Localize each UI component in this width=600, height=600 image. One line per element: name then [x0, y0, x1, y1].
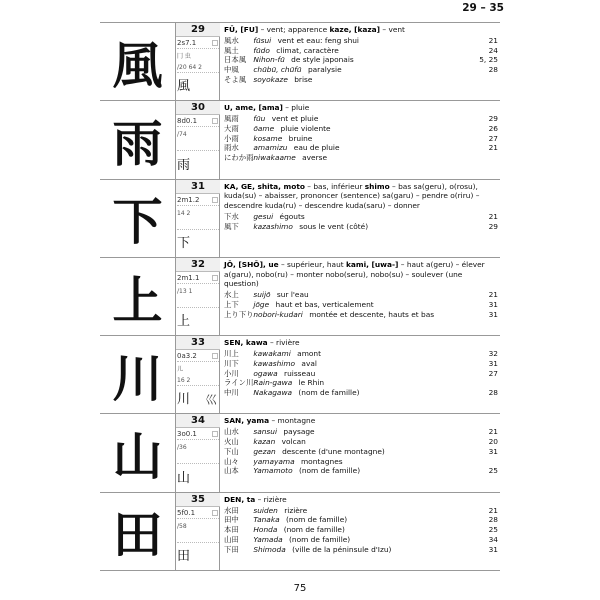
page-number: 75: [293, 583, 307, 594]
meaning-2: – bas sa(geru), o(rosu), kuda(su) – abaisser, prononcer (sentence): [224, 181, 478, 201]
vocab-romaji: kawakami: [253, 348, 291, 358]
vocab-romaji: kosame: [253, 133, 283, 143]
large-kanji: [100, 180, 176, 257]
small-kanji: [177, 234, 219, 254]
meaning-2: – vent: [380, 25, 405, 34]
vocab-line: [224, 525, 498, 535]
vocab-line: [224, 535, 498, 545]
meaning-2: – haut a(geru) – élever a(garu), nobo(ru) – monter nobo(seru), nobo(su) – soulever (une: [224, 259, 485, 279]
page-range: 29 – 35: [462, 2, 504, 14]
kun-reading: kami, [uwa-]: [346, 259, 399, 269]
vocab-line: [224, 300, 498, 310]
vocab-kanji: 田中: [224, 515, 239, 525]
reading: FŪ, [FU]: [224, 25, 259, 34]
vocab-ref: 29: [488, 221, 498, 231]
kanji-number: 35: [176, 493, 220, 507]
kanji-content: [224, 260, 498, 320]
kanji-info: [176, 414, 220, 491]
vocab-ref: 28: [488, 388, 498, 398]
vocab-line: [224, 75, 498, 85]
checkbox-icon: [212, 431, 218, 437]
vocab-kanji: 下山: [224, 446, 239, 456]
vocab-ref: 20: [488, 437, 498, 447]
kanji-number: 34: [176, 414, 220, 428]
vocab-ref: 31: [488, 309, 498, 319]
vocab-romaji: yamayama: [253, 456, 295, 466]
vocab-romaji: suiden: [253, 505, 278, 515]
vocab-ref: 31: [488, 358, 498, 368]
vocab-kanji: 下田: [224, 544, 239, 554]
vocab-romaji: ōame: [253, 123, 275, 133]
vocab-ref: 34: [488, 534, 498, 544]
vocab-ref: 24: [488, 45, 498, 55]
reading-line: [224, 182, 498, 211]
large-kanji-glyph: 山: [112, 427, 163, 487]
vocab-meaning: sous le vent (côté): [299, 221, 369, 231]
vocab-romaji: kazan: [253, 437, 276, 447]
large-kanji: [100, 258, 176, 335]
vocab-line: [224, 124, 498, 134]
meaning: – vent; apparence: [258, 25, 330, 34]
checkbox-icon: [212, 510, 218, 516]
small-kanji-glyph: 雨: [177, 157, 191, 173]
vocab-meaning: descente (d'une montagne): [282, 446, 385, 456]
vocab-kanji: 水田: [224, 505, 239, 515]
vocab-romaji: gezan: [253, 446, 276, 456]
kanji-entry: [100, 336, 500, 414]
radical-line: 16 2: [177, 377, 191, 385]
vocab-romaji: Nakagawa: [253, 388, 293, 398]
code-text: 2m1.1: [177, 273, 200, 282]
vocab-ref: 27: [488, 133, 498, 143]
vocab-kanji: 山々: [224, 456, 239, 466]
vocab-meaning: (nom de famille): [298, 466, 361, 476]
vocab-meaning: de style japonais: [291, 55, 354, 65]
large-kanji: [100, 101, 176, 178]
vocab-romaji: soyokaze: [253, 74, 288, 84]
vocab-kanji: 山水: [224, 427, 239, 437]
vocab-line: [224, 359, 498, 369]
vocab-kanji: 山本: [224, 466, 239, 476]
checkbox-icon: [212, 197, 218, 203]
kanji-entry: [100, 23, 500, 101]
vocab-meaning: vent et pluie: [271, 114, 319, 124]
large-kanji: [100, 493, 176, 570]
vocab-meaning: aval: [301, 358, 317, 368]
vocab-romaji: ogawa: [253, 368, 278, 378]
vocab-kanji: 大雨: [224, 123, 239, 133]
large-kanji-glyph: 下: [112, 192, 163, 252]
small-kanji-glyph: 下: [177, 235, 191, 251]
kun-reading: kaze, [kaza]: [329, 25, 381, 34]
checkbox-icon: [212, 40, 218, 46]
vocab-meaning: amont: [297, 348, 322, 358]
vocab-line: [224, 55, 498, 65]
code-text: 8d0.1: [177, 117, 198, 126]
meaning-cont: question): [224, 279, 259, 289]
vocab-line: [224, 466, 498, 476]
vocab-line: [224, 545, 498, 555]
radical-info: [177, 286, 219, 308]
vocab-meaning: (nom de famille): [289, 534, 351, 544]
kanji-content: [224, 182, 498, 232]
vocab-line: [224, 143, 498, 153]
large-kanji-glyph: 雨: [112, 113, 163, 173]
small-kanji-glyph: 上: [177, 314, 191, 330]
radical-line: 14 2: [177, 209, 191, 217]
meaning: – rizière: [255, 494, 287, 504]
kanji-number: 31: [176, 180, 220, 194]
vocab-meaning: averse: [302, 153, 328, 163]
reading-line: [224, 103, 498, 113]
vocab-ref: 29: [488, 114, 498, 124]
checkbox-icon: [212, 275, 218, 281]
vocab-romaji: kazashimo: [253, 221, 293, 231]
radical-line: /13 1: [177, 287, 193, 295]
kanji-code: [177, 352, 219, 362]
vocab-ref: 26: [488, 123, 498, 133]
kanji-entry: [100, 258, 500, 336]
vocab-romaji: Yamada: [253, 534, 283, 544]
kanji-code: [177, 430, 219, 440]
kanji-info: [176, 336, 220, 413]
vocab-romaji: gesui: [253, 211, 274, 221]
reading-line: [224, 495, 498, 505]
kanji-code: [177, 274, 219, 284]
vocab-romaji: niwakaame: [253, 153, 296, 163]
vocab-romaji: Yamamoto: [253, 466, 293, 476]
vocab-ref: 21: [488, 211, 498, 221]
kanji-info: [176, 101, 220, 178]
vocab-kanji: 下水: [224, 211, 239, 221]
vocab-romaji: nobori-kudari: [253, 309, 303, 319]
kanji-info: [176, 180, 220, 257]
vocab-meaning: (ville de la péninsule d'Izu): [292, 544, 392, 554]
vocab-romaji: jōge: [253, 300, 270, 310]
vocab-romaji: Honda: [253, 525, 278, 535]
kanji-entry: [100, 180, 500, 258]
small-kanji: [177, 312, 219, 332]
vocab-romaji: sansui: [253, 427, 278, 437]
vocab-kanji: 小川: [224, 368, 239, 378]
code-text: 5f0.1: [177, 508, 196, 517]
vocab-ref: 32: [488, 348, 498, 358]
vocab-meaning: (nom de famille): [286, 515, 348, 525]
vocab-kanji: 雨水: [224, 143, 239, 153]
small-kanji: [177, 77, 219, 97]
radical-info: [177, 364, 219, 386]
kanji-code: [177, 509, 219, 519]
checkbox-icon: [212, 118, 218, 124]
vocab-line: [224, 114, 498, 124]
vocab-kanji: 上下: [224, 300, 239, 310]
reading: DEN, ta: [224, 494, 256, 504]
kanji-code: [177, 39, 219, 49]
reading: SEN, kawa: [224, 338, 268, 348]
vocab-meaning: bruine: [288, 133, 313, 143]
kanji-content: [224, 25, 498, 85]
large-kanji: [100, 336, 176, 413]
vocab-line: [224, 506, 498, 516]
radical-line: /36: [177, 444, 187, 452]
vocab-romaji: kawashimo: [253, 358, 296, 368]
kanji-info: [176, 493, 220, 570]
vocab-ref: 31: [488, 544, 498, 554]
meaning: – montagne: [269, 416, 316, 426]
vocab-meaning: sur l'eau: [276, 290, 309, 300]
vocab-kanji: 風土: [224, 45, 239, 55]
small-kanji: [177, 156, 219, 176]
vocab-romaji: chūbū, chūfū: [253, 65, 302, 75]
meaning: – supérieur, haut: [278, 259, 346, 269]
code-text: 2s7.1: [177, 39, 197, 47]
kanji-info: [176, 258, 220, 335]
vocab-meaning: le Rhin: [298, 378, 325, 388]
vocab-kanji: 本田: [224, 525, 239, 535]
vocab-line: [224, 378, 498, 388]
reading: SAN, yama: [224, 416, 270, 426]
vocab-kanji: 山田: [224, 534, 239, 544]
vocab-line: [224, 36, 498, 46]
vocab-ref: 27: [488, 368, 498, 378]
vocab-meaning: volcan: [281, 437, 306, 447]
large-kanji: [100, 23, 176, 100]
vocab-kanji: ライン川: [224, 378, 254, 388]
checkbox-icon: [212, 353, 218, 359]
vocab-kanji: 川上: [224, 348, 239, 358]
radical-info: [177, 521, 219, 543]
large-kanji-glyph: 風: [112, 35, 163, 95]
vocab-meaning: paysage: [283, 427, 315, 437]
vocab-line: [224, 46, 498, 56]
vocab-kanji: 日本風: [224, 55, 247, 65]
large-kanji-glyph: 田: [112, 505, 163, 565]
vocab-romaji: fūu: [253, 114, 266, 124]
vocab-ref: 28: [488, 515, 498, 525]
vocab-romaji: fūdo: [253, 45, 270, 55]
vocab-line: [224, 290, 498, 300]
vocab-romaji: amamizu: [253, 143, 288, 153]
reading-line: [224, 260, 498, 289]
vocab-romaji: Tanaka: [253, 515, 280, 525]
vocab-romaji: fūsui: [253, 35, 272, 45]
kanji-code: [177, 196, 219, 206]
vocab-meaning: égouts: [279, 211, 305, 221]
vocab-ref: 28: [488, 65, 498, 75]
vocab-meaning: ruisseau: [284, 368, 316, 378]
kanji-entry: [100, 493, 500, 571]
kanji-content: [224, 416, 498, 476]
vocab-line: [224, 427, 498, 437]
vocab-kanji: 水上: [224, 290, 239, 300]
vocab-romaji: Rain-gawa: [253, 378, 293, 388]
meaning-cont: sa(garu) – pendre o(riru) – descendre kuda(ru) – descendre kuda(saru) – donner: [224, 191, 480, 211]
vocab-kanji: 中川: [224, 388, 239, 398]
radical-info: [177, 51, 219, 73]
vocab-ref: 31: [488, 446, 498, 456]
vocab-ref: 21: [488, 427, 498, 437]
meaning: – rivière: [267, 338, 300, 348]
vocab-line: [224, 212, 498, 222]
reading-line: [224, 25, 498, 35]
vocab-line: [224, 134, 498, 144]
vocab-meaning: vent et eau: feng shui: [277, 35, 359, 45]
kanji-content: [224, 103, 498, 163]
vocab-meaning: haut et bas, verticalement: [275, 300, 374, 310]
kanji-number: 30: [176, 101, 220, 115]
radical-line: 冂 虫: [177, 53, 191, 60]
vocab-kanji: 川下: [224, 358, 239, 368]
vocab-line: [224, 349, 498, 359]
kanji-number: 29: [176, 23, 220, 37]
vocab-kanji: 小雨: [224, 133, 239, 143]
vocab-kanji: 中風: [224, 65, 239, 75]
reading: JŌ, [SHŌ], ue: [224, 259, 279, 269]
vocab-line: [224, 369, 498, 379]
alt-kanji: 巛: [204, 393, 217, 408]
vocab-ref: 5, 25: [479, 55, 498, 65]
small-kanji: [177, 469, 219, 489]
vocab-meaning: montagnes: [300, 456, 343, 466]
code-text: 0a3.2: [177, 352, 197, 361]
vocab-kanji: にわか雨: [224, 153, 254, 163]
reading-line: [224, 416, 498, 426]
radical-line: /74: [177, 131, 187, 139]
kanji-table: [100, 22, 500, 571]
small-kanji-glyph: 川: [177, 392, 191, 408]
small-kanji-glyph: 山: [177, 470, 191, 486]
vocab-meaning: (nom de famille): [283, 525, 345, 535]
vocab-line: [224, 153, 498, 163]
vocab-line: [224, 222, 498, 232]
vocab-meaning: paralysie: [307, 65, 342, 75]
vocab-kanji: 上り下り: [224, 309, 254, 319]
kanji-entry: [100, 414, 500, 492]
vocab-meaning: climat, caractère: [276, 45, 339, 55]
vocab-line: [224, 65, 498, 75]
radical-info: [177, 208, 219, 230]
small-kanji: [177, 547, 219, 567]
kun-reading: shimo: [364, 181, 390, 191]
vocab-romaji: suijō: [253, 290, 271, 300]
large-kanji-glyph: 川: [112, 348, 163, 408]
kanji-content: [224, 495, 498, 555]
radical-line: /58: [177, 522, 187, 530]
vocab-meaning: rizière: [284, 505, 308, 515]
vocab-ref: 31: [488, 300, 498, 310]
small-kanji: [177, 390, 219, 410]
small-kanji-glyph: 田: [177, 549, 191, 565]
vocab-ref: 21: [488, 505, 498, 515]
vocab-kanji: そよ風: [224, 74, 247, 84]
radical-info: [177, 129, 219, 151]
vocab-romaji: Nihon-fū: [253, 55, 285, 65]
vocab-kanji: 風水: [224, 35, 239, 45]
vocab-line: [224, 457, 498, 467]
reading: U, ame, [ama]: [224, 103, 283, 113]
vocab-kanji: 風雨: [224, 114, 239, 124]
vocab-meaning: brise: [294, 74, 313, 84]
vocab-kanji: 風下: [224, 221, 239, 231]
kanji-content: [224, 338, 498, 398]
vocab-line: [224, 437, 498, 447]
kanji-entry: [100, 101, 500, 179]
radical-info: [177, 442, 219, 464]
radical-line: 儿: [177, 366, 184, 374]
vocab-meaning: montée et descente, hauts et bas: [309, 309, 435, 319]
vocab-line: [224, 388, 498, 398]
vocab-meaning: eau de pluie: [293, 143, 340, 153]
radical-line: /20 64 2: [177, 64, 202, 71]
kanji-info: [176, 23, 220, 100]
reading-line: [224, 338, 498, 348]
vocab-kanji: 火山: [224, 437, 239, 447]
meaning: – pluie: [282, 103, 310, 113]
vocab-ref: 21: [488, 35, 498, 45]
vocab-line: [224, 515, 498, 525]
vocab-ref: 25: [488, 525, 498, 535]
vocab-line: [224, 310, 498, 320]
small-kanji-glyph: 風: [177, 79, 191, 95]
vocab-meaning: (nom de famille): [298, 388, 360, 398]
large-kanji: [100, 414, 176, 491]
vocab-romaji: Shimoda: [253, 544, 286, 554]
kanji-number: 32: [176, 258, 220, 272]
kanji-number: 33: [176, 336, 220, 350]
vocab-meaning: pluie violente: [280, 123, 331, 133]
kanji-code: [177, 117, 219, 127]
vocab-ref: 21: [488, 290, 498, 300]
meaning: – bas, inférieur: [304, 181, 365, 191]
code-text: 3o0.1: [177, 430, 197, 439]
reading: KA, GE, shita, moto: [224, 181, 305, 191]
vocab-ref: 21: [488, 143, 498, 153]
large-kanji-glyph: 上: [112, 270, 163, 330]
code-text: 2m1.2: [177, 195, 200, 204]
vocab-ref: 25: [488, 466, 498, 476]
vocab-line: [224, 447, 498, 457]
